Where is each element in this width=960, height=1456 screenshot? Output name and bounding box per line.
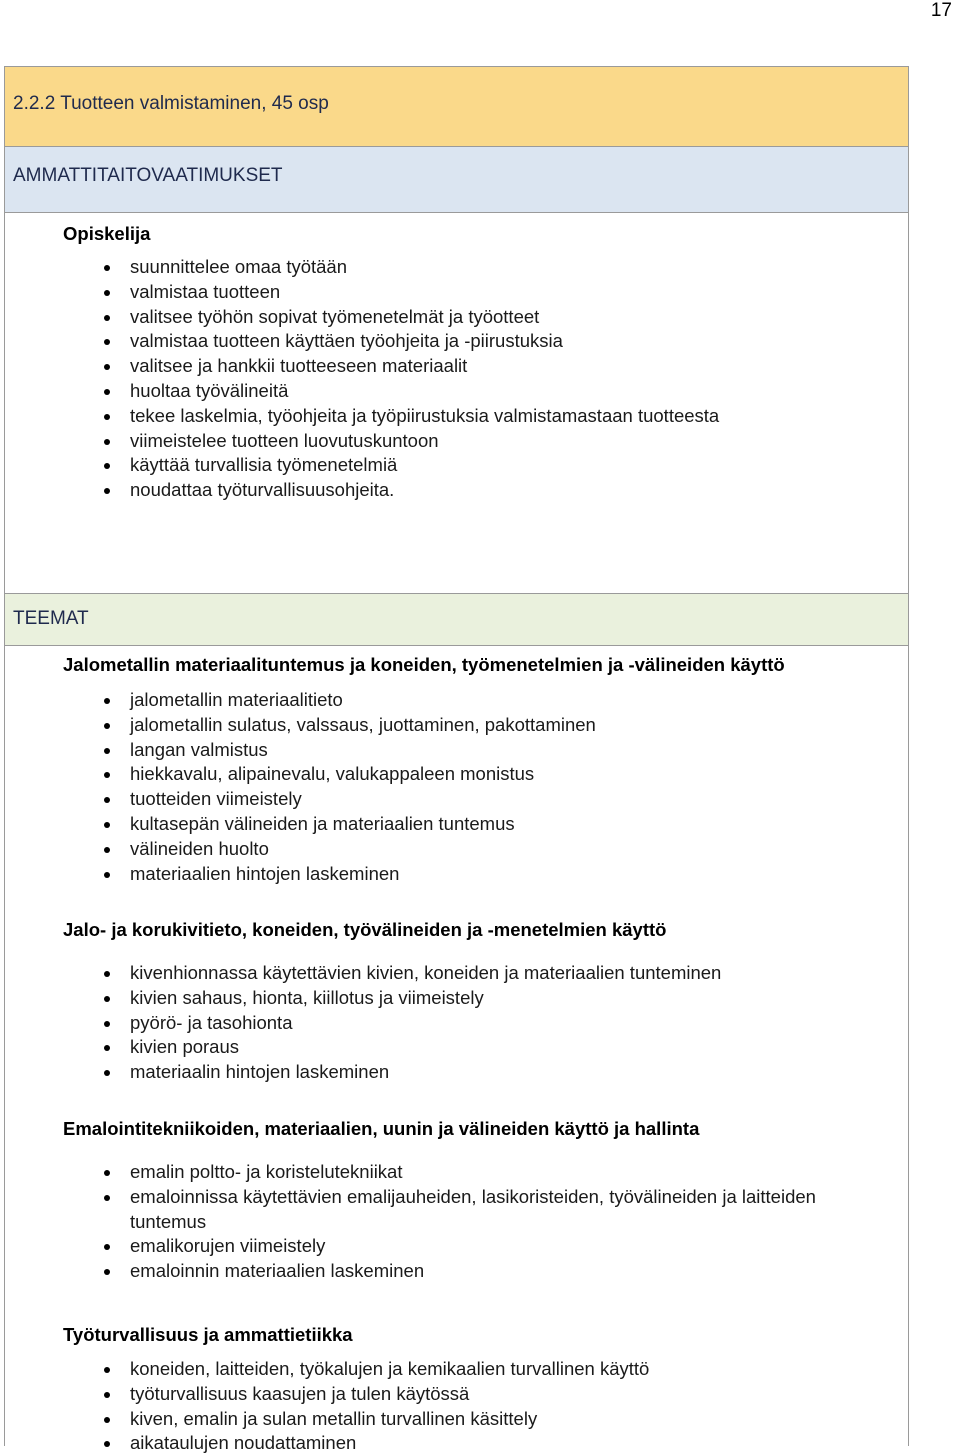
list-item: käyttää turvallisia työmenetelmiä bbox=[100, 453, 900, 478]
list-item: noudattaa työturvallisuusohjeita. bbox=[100, 478, 900, 503]
list-item: suunnittelee omaa työtään bbox=[100, 255, 900, 280]
curriculum-table bbox=[4, 66, 909, 1454]
requirements-subject: Opiskelija bbox=[63, 223, 151, 244]
list-item: materiaalien hintojen laskeminen bbox=[100, 862, 900, 887]
list-item: valitsee ja hankkii tuotteeseen materiaalit bbox=[100, 354, 900, 379]
list-item: huoltaa työvälineitä bbox=[100, 379, 900, 404]
list-item: valitsee työhön sopivat työmenetelmät ja työotteet bbox=[100, 305, 900, 330]
theme-list bbox=[100, 1357, 900, 1456]
list-item: tuotteiden viimeistely bbox=[100, 787, 900, 812]
list-item: jalometallin materiaalitieto bbox=[100, 688, 900, 713]
list-item: kivien poraus bbox=[100, 1035, 900, 1060]
list-item: jalometallin sulatus, valssaus, juottaminen, pakottaminen bbox=[100, 713, 900, 738]
list-item: valmistaa tuotteen käyttäen työohjeita ja -piirustuksia bbox=[100, 329, 900, 354]
themes-header: TEEMAT bbox=[13, 608, 89, 629]
list-item: kiven, emalin ja sulan metallin turvallinen käsittely bbox=[100, 1407, 900, 1432]
theme-heading: Työturvallisuus ja ammattietiikka bbox=[63, 1324, 353, 1345]
themes-body bbox=[5, 646, 908, 1454]
list-item: kivenhionnassa käytettävien kivien, koneiden ja materiaalien tunteminen bbox=[100, 961, 900, 986]
requirements-header-row bbox=[5, 147, 908, 213]
list-item: emaloinnissa käytettävien emalijauheiden, lasikoristeiden, työvälineiden ja laitteiden tuntemus bbox=[100, 1185, 870, 1235]
theme-heading: Jalometallin materiaalituntemus ja koneiden, työmenetelmien ja -välineiden käyttö bbox=[63, 654, 785, 675]
list-item: aikataulujen noudattaminen bbox=[100, 1431, 900, 1456]
theme-heading: Jalo- ja korukivitieto, koneiden, työvälineiden ja -menetelmien käyttö bbox=[63, 919, 667, 940]
list-item: työturvallisuus kaasujen ja tulen käytössä bbox=[100, 1382, 900, 1407]
list-item: emaloinnin materiaalien laskeminen bbox=[100, 1259, 870, 1284]
list-item: emalikorujen viimeistely bbox=[100, 1234, 870, 1259]
theme-list bbox=[100, 688, 900, 886]
list-item: kivien sahaus, hionta, kiillotus ja viimeistely bbox=[100, 986, 900, 1011]
list-item: materiaalin hintojen laskeminen bbox=[100, 1060, 900, 1085]
theme-list bbox=[100, 1160, 870, 1284]
list-item: viimeistelee tuotteen luovutuskuntoon bbox=[100, 429, 900, 454]
list-item: hiekkavalu, alipainevalu, valukappaleen monistus bbox=[100, 762, 900, 787]
theme-list bbox=[100, 961, 900, 1085]
requirements-list bbox=[100, 255, 900, 503]
themes-header-row bbox=[5, 594, 908, 646]
list-item: langan valmistus bbox=[100, 738, 900, 763]
requirements-header: AMMATTITAITOVAATIMUKSET bbox=[13, 165, 283, 186]
list-item: tekee laskelmia, työohjeita ja työpiirustuksia valmistamastaan tuotteesta bbox=[100, 404, 900, 429]
requirements-body bbox=[5, 213, 908, 594]
list-item: valmistaa tuotteen bbox=[100, 280, 900, 305]
title-row bbox=[5, 66, 908, 147]
theme-heading: Emalointitekniikoiden, materiaalien, uunin ja välineiden käyttö ja hallinta bbox=[63, 1118, 700, 1139]
list-item: välineiden huolto bbox=[100, 837, 900, 862]
list-item: emalin poltto- ja koristelutekniikat bbox=[100, 1160, 870, 1185]
page-number: 17 bbox=[930, 0, 952, 21]
list-item: pyörö- ja tasohionta bbox=[100, 1011, 900, 1036]
page-title: 2.2.2 Tuotteen valmistaminen, 45 osp bbox=[13, 93, 329, 114]
list-item: koneiden, laitteiden, työkalujen ja kemikaalien turvallinen käyttö bbox=[100, 1357, 900, 1382]
list-item: kultasepän välineiden ja materiaalien tuntemus bbox=[100, 812, 900, 837]
